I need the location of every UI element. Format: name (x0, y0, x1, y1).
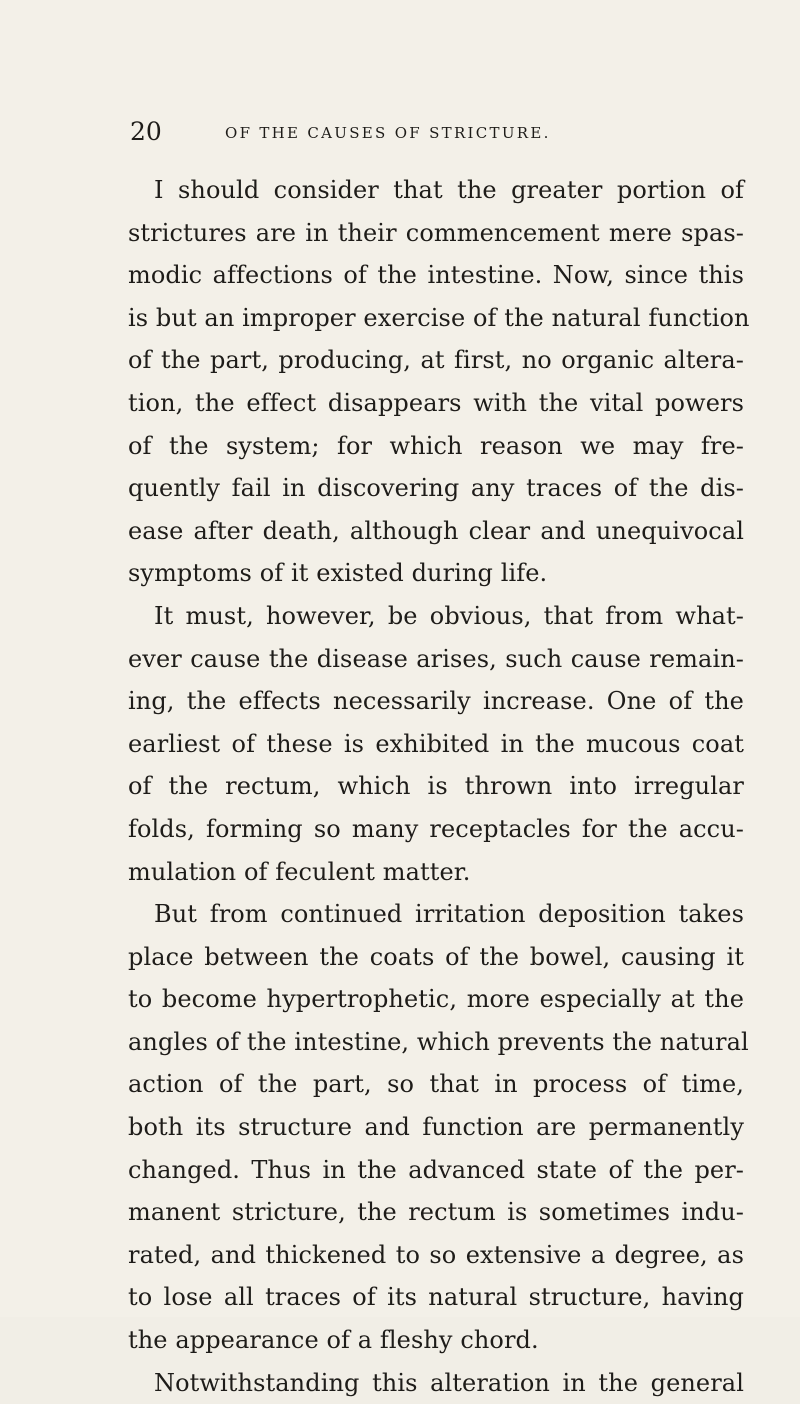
text-line: ever cause the disease arises, such cause remain- (128, 644, 744, 673)
text-line: both its structure and function are permanently (128, 1113, 744, 1142)
text-line: to lose all traces of its natural structure, having (128, 1283, 744, 1312)
text-line: ease after death, although clear and unequivocal (128, 516, 744, 545)
text-line: changed. Thus in the advanced state of the per- (128, 1155, 744, 1184)
text-line: of the part, producing, at first, no organic altera- (128, 346, 744, 375)
text-line: strictures are in their commencement mere spas- (128, 218, 744, 247)
text-line: folds, forming so many receptacles for the accu- (128, 814, 744, 843)
text-line: angles of the intestine, which prevents the natural (128, 1027, 749, 1056)
text-line: ing, the effects necessarily increase. One of the (128, 687, 744, 716)
body-text (128, 169, 750, 1404)
text-line: the appearance of a fleshy chord. (128, 1326, 539, 1355)
text-line: tion, the effect disappears with the vital powers (128, 388, 744, 417)
text-line: action of the part, so that in process of time, (128, 1070, 744, 1099)
text-line: I should consider that the greater portion of (154, 176, 744, 204)
running-head-title: OF THE CAUSES OF STRICTURE. (225, 124, 551, 142)
text-line: mulation of feculent matter. (128, 857, 471, 886)
text-line: manent stricture, the rectum is sometimes indu- (128, 1198, 744, 1227)
text-line: is but an improper exercise of the natural function (128, 303, 750, 332)
running-head (130, 117, 690, 147)
text-line: place between the coats of the bowel, causing it (128, 942, 744, 971)
text-line: of the system; for which reason we may fre- (128, 431, 744, 460)
text-line: of the rectum, which is thrown into irregular (128, 772, 744, 801)
page-number: 20 (130, 117, 162, 146)
text-line: modic affections of the intestine. Now, since this (128, 261, 744, 290)
text-line: quently fail in discovering any traces of the dis- (128, 474, 744, 503)
text-line: earliest of these is exhibited in the mucous coat (128, 729, 744, 758)
text-line: symptoms of it existed during life. (128, 559, 548, 588)
text-line: Notwithstanding this alteration in the general (154, 1368, 744, 1397)
text-line: rated, and thickened to so extensive a degree, as (128, 1240, 744, 1269)
text-line: It must, however, be obvious, that from what- (154, 601, 744, 630)
text-line: But from continued irritation deposition takes (154, 900, 744, 929)
text-line: to become hypertrophetic, more especially at the (128, 985, 744, 1014)
